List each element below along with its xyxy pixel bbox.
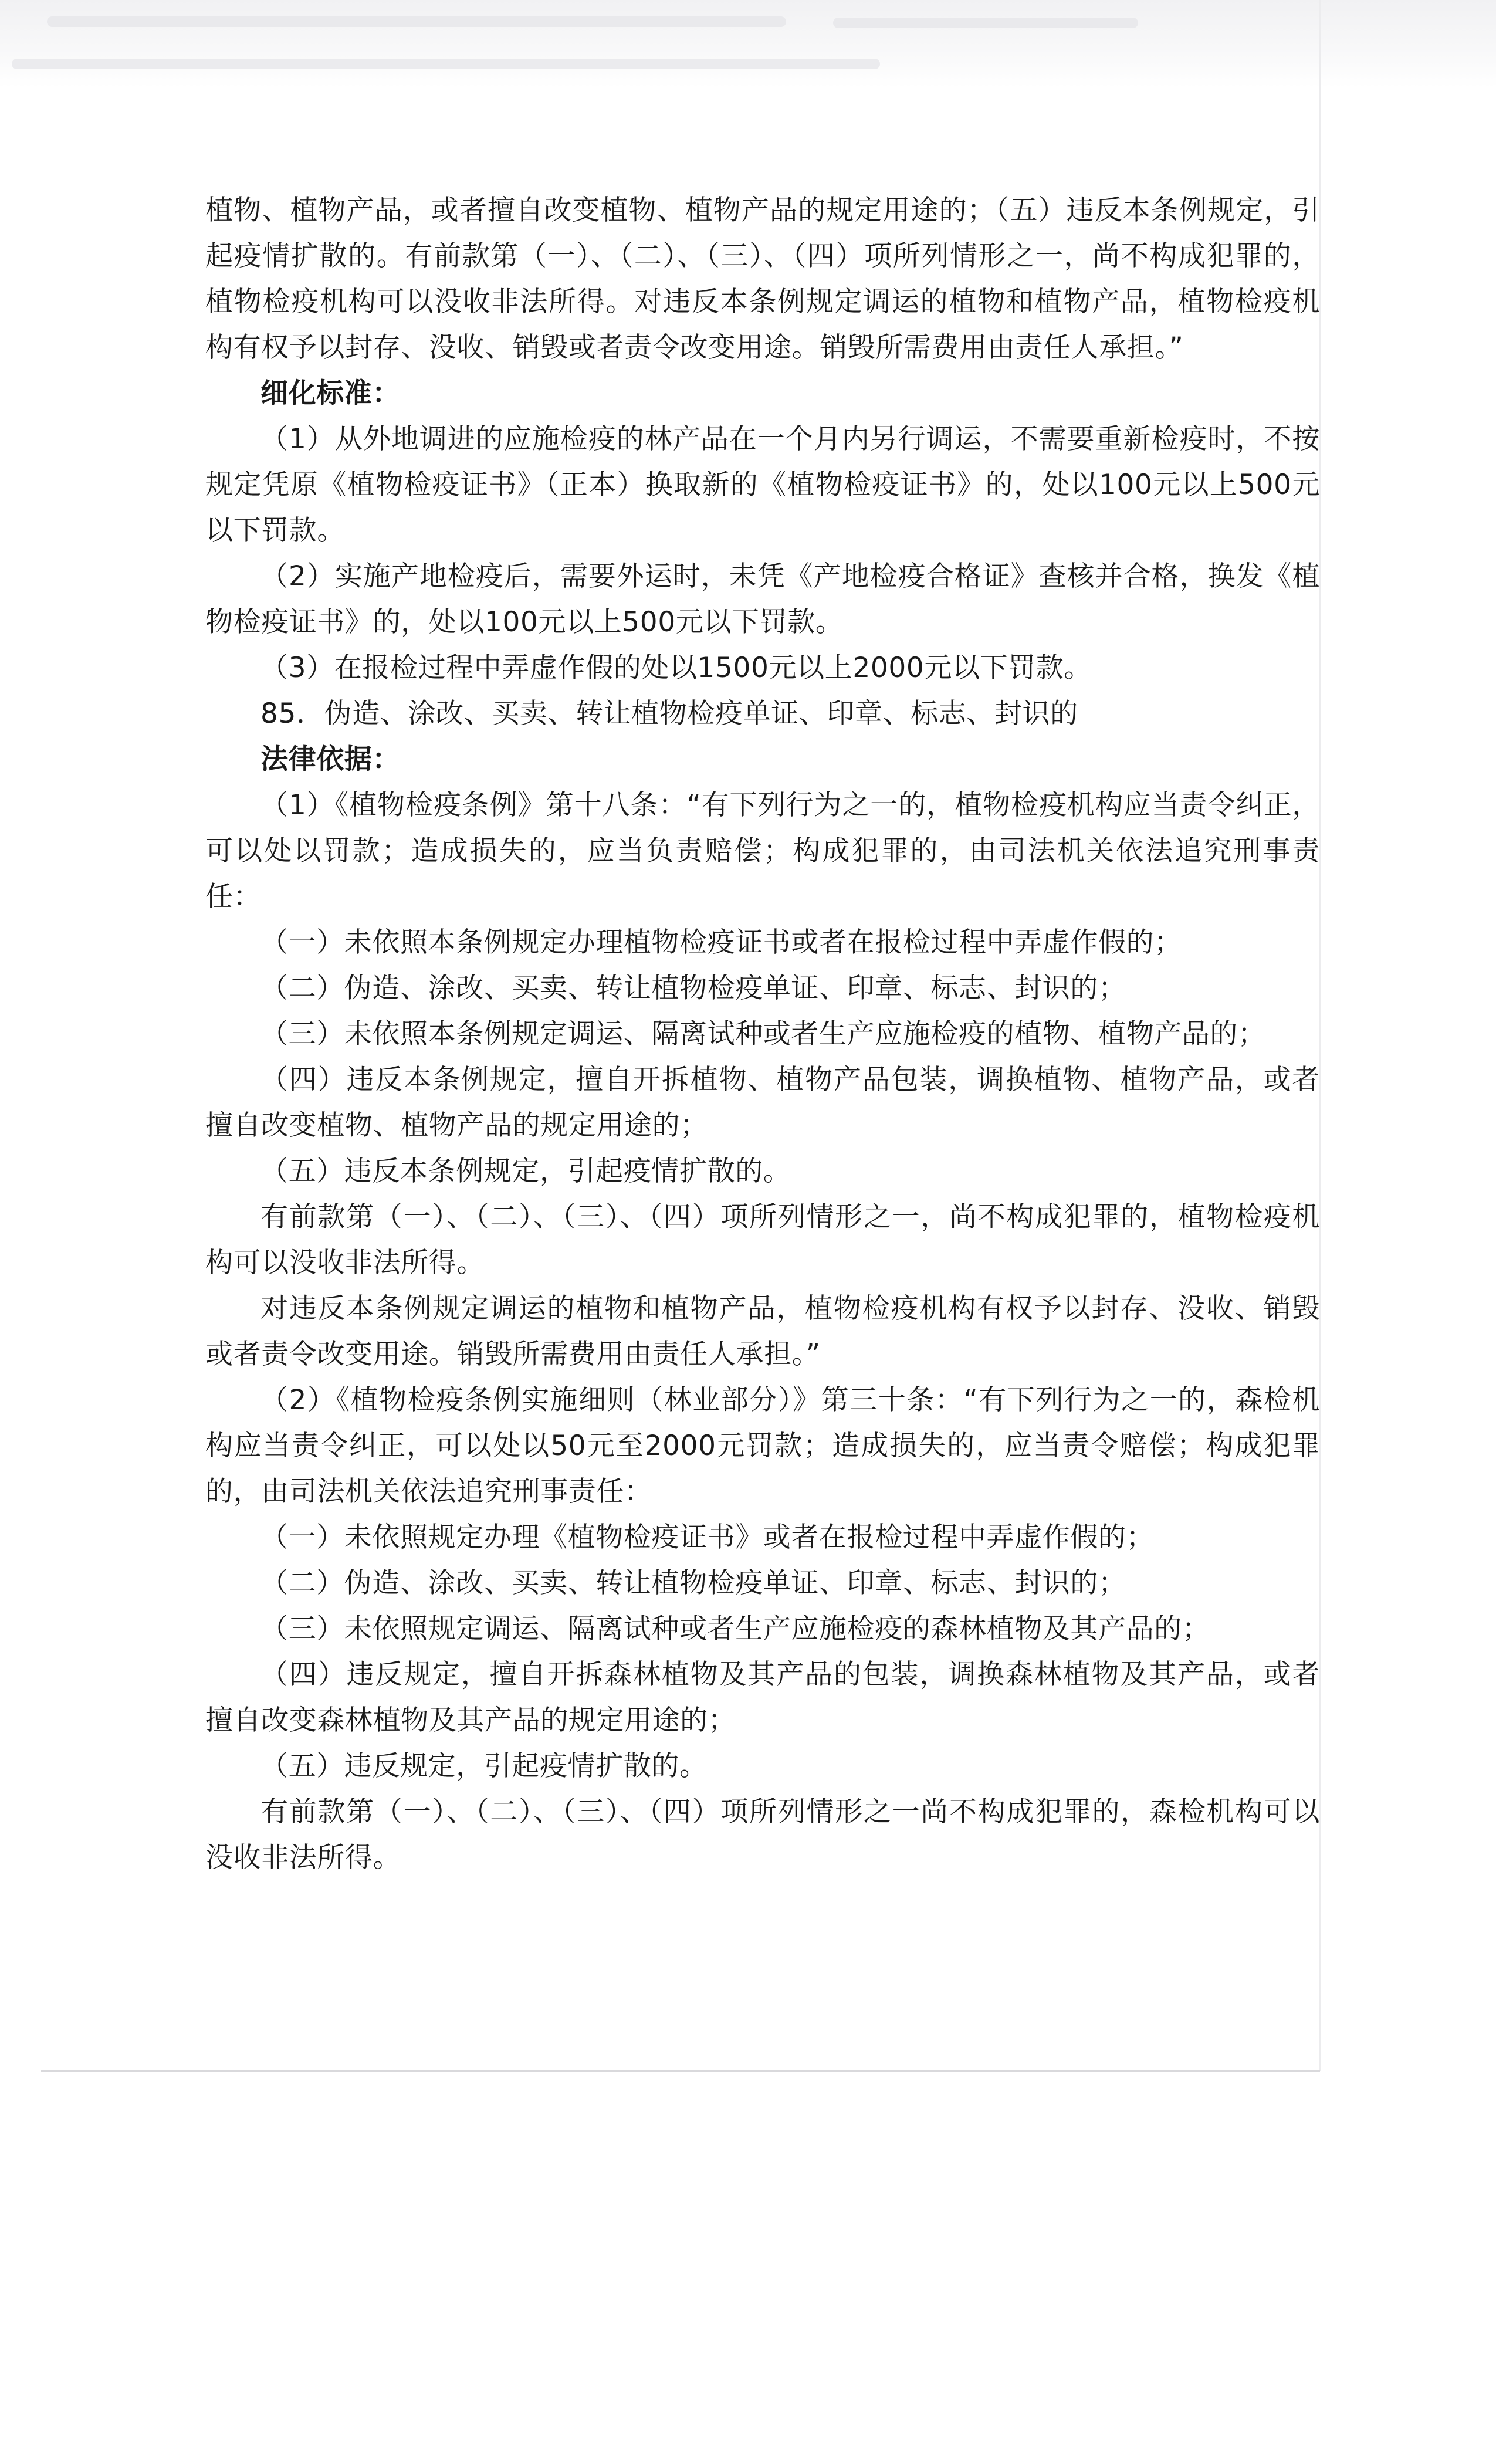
- legal-basis-2-item-5: （五）违反规定，引起疫情扩散的。: [260, 1750, 708, 1782]
- legal-basis-1-item-1: （一）未依照本条例规定办理植物检疫证书或者在报检过程中弄虚作假的；: [260, 926, 1182, 959]
- refinement-item-3: （3）在报检过程中弄虚作假的处以1500元以上2000元以下罚款。: [260, 652, 1092, 684]
- refinement-item-1: （1）从外地调进的应施检疫的林产品在一个月内另行调运，不需要重新检疫时，不按规定凭原《植物检疫证书》（正本）换取新的《植物检疫证书》的，处以100元以上500元以下罚款。: [205, 423, 1320, 547]
- scan-ghost-line: [47, 16, 786, 27]
- legal-basis-1-item-2: （二）伪造、涂改、买卖、转让植物检疫单证、印章、标志、封识的；: [260, 972, 1126, 1004]
- legal-basis-1-item-3: （三）未依照本条例规定调运、隔离试种或者生产应施检疫的植物、植物产品的；: [260, 1018, 1266, 1050]
- legal-basis-2-item-3: （三）未依照规定调运、隔离试种或者生产应施检疫的森林植物及其产品的；: [260, 1613, 1210, 1645]
- section-heading-legal-basis: 法律依据：: [260, 743, 400, 776]
- article-85-title: 85．伪造、涂改、买卖、转让植物检疫单证、印章、标志、封识的: [260, 698, 1078, 730]
- legal-basis-1-clause-b: 对违反本条例规定调运的植物和植物产品，植物检疫机构有权予以封存、没收、销毁或者责令改变用途。销毁所需费用由责任人承担。”: [205, 1292, 1320, 1370]
- scan-header-shadow: [0, 0, 1496, 88]
- legal-basis-2: （2）《植物检疫条例实施细则（林业部分）》第三十条：“有下列行为之一的，森检机构应当责令纠正，可以处以50元至2000元罚款；造成损失的，应当责令赔偿；构成犯罪的，由司法机关依法追究刑事责任：: [205, 1384, 1320, 1508]
- legal-basis-1: （1）《植物检疫条例》第十八条：“有下列行为之一的，植物检疫机构应当责令纠正，可以处以罚款；造成损失的，应当负责赔偿；构成犯罪的，由司法机关依法追究刑事责任：: [205, 789, 1320, 913]
- page-edge-bottom: [41, 2070, 1320, 2072]
- legal-basis-1-clause-a: 有前款第（一）、（二）、（三）、（四）项所列情形之一，尚不构成犯罪的，植物检疫机构可以没收非法所得。: [205, 1201, 1320, 1279]
- scan-ghost-line: [833, 18, 1138, 28]
- legal-basis-2-item-4: （四）违反规定，擅自开拆森林植物及其产品的包装，调换森林植物及其产品，或者擅自改变森林植物及其产品的规定用途的；: [205, 1659, 1320, 1737]
- legal-basis-2-item-2: （二）伪造、涂改、买卖、转让植物检疫单证、印章、标志、封识的；: [260, 1567, 1126, 1599]
- paragraph-continuation: 植物、植物产品，或者擅自改变植物、植物产品的规定用途的；（五）违反本条例规定，引起疫情扩散的。有前款第（一）、（二）、（三）、（四）项所列情形之一，尚不构成犯罪的，植物检疫机构可以没收非法所得。对违反本条例规定调运的植物和植物产品，植物检疫机构有权予以封存、没收、销毁或者责令改变用途。销毁所需费用由责任人承担。”: [205, 194, 1320, 364]
- section-heading-refinement-standard: 细化标准：: [260, 377, 400, 409]
- refinement-item-2: （2）实施产地检疫后，需要外运时，未凭《产地检疫合格证》查核并合格，换发《植物检疫证书》的，处以100元以上500元以下罚款。: [205, 560, 1320, 638]
- legal-basis-2-item-1: （一）未依照规定办理《植物检疫证书》或者在报检过程中弄虚作假的；: [260, 1521, 1155, 1553]
- legal-basis-1-item-5: （五）违反本条例规定，引起疫情扩散的。: [260, 1155, 791, 1187]
- legal-basis-2-clause-a: 有前款第（一）、（二）、（三）、（四）项所列情形之一尚不构成犯罪的，森检机构可以没收非法所得。: [205, 1796, 1320, 1874]
- legal-basis-1-item-4: （四）违反本条例规定，擅自开拆植物、植物产品包装，调换植物、植物产品，或者擅自改变植物、植物产品的规定用途的；: [205, 1064, 1320, 1142]
- scan-ghost-line: [12, 59, 880, 69]
- document-body: [205, 188, 1320, 1881]
